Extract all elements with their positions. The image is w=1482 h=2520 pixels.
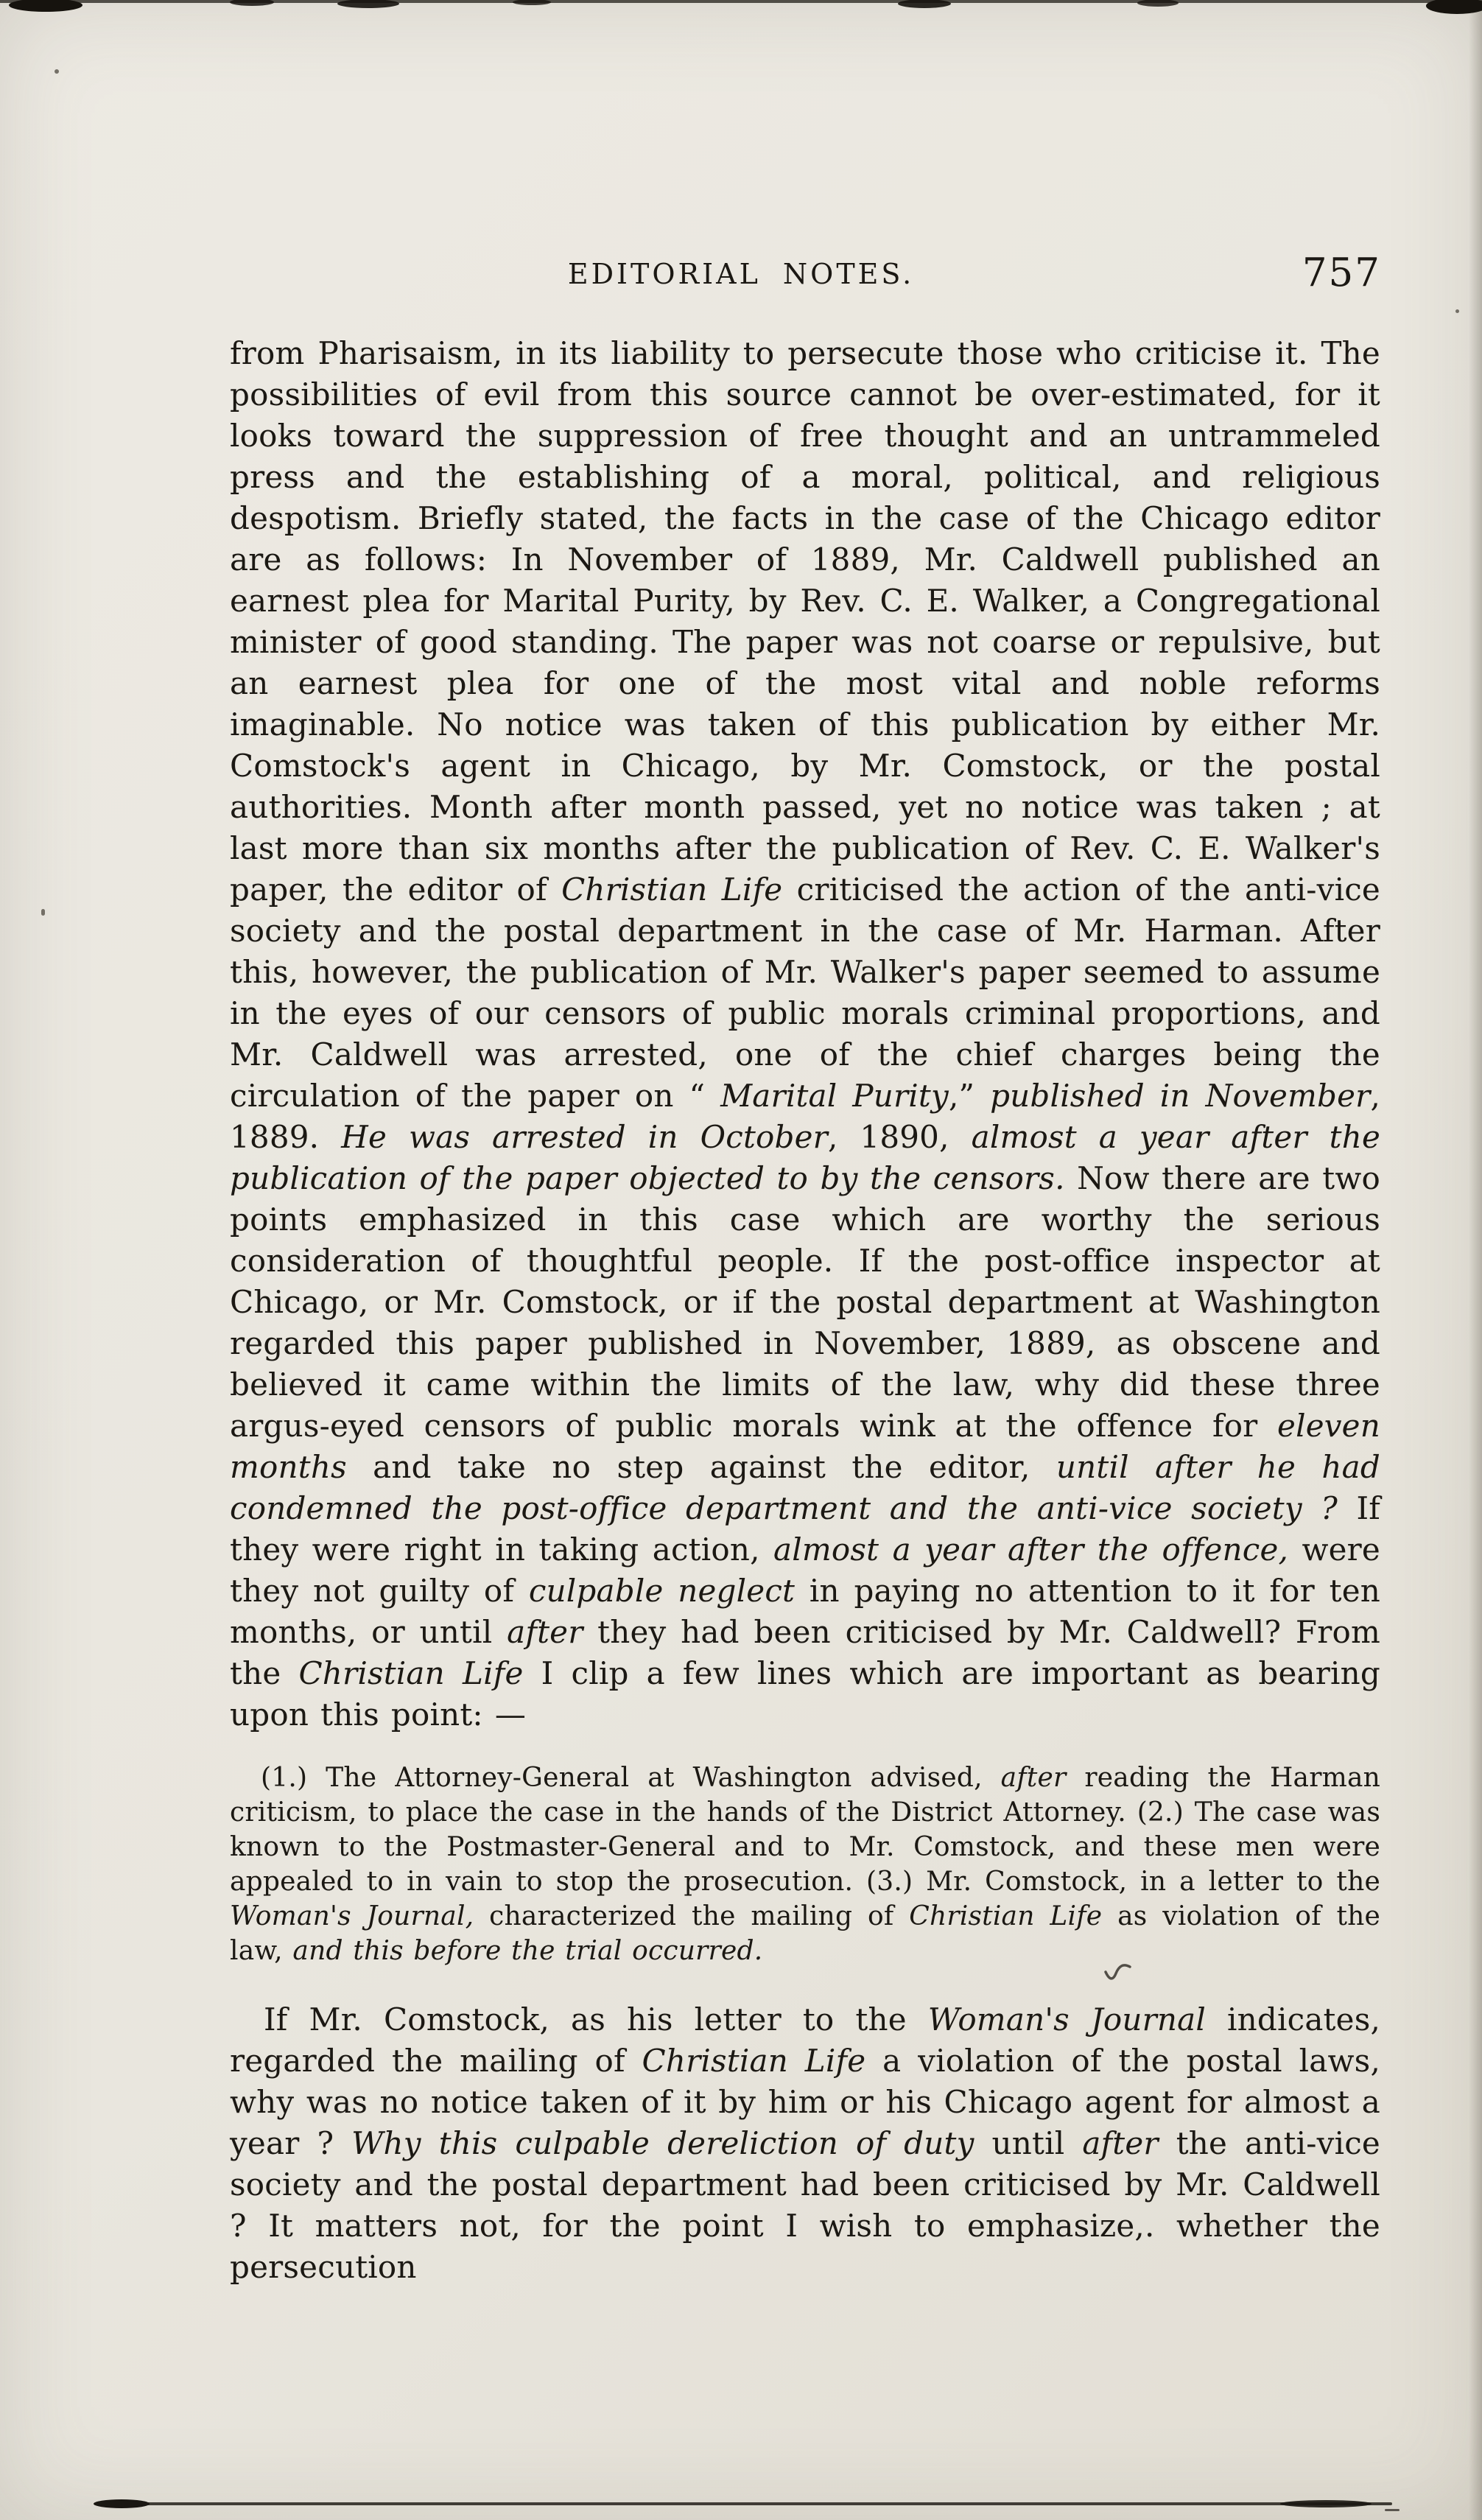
paragraph-main: from Pharisaism, in its liability to persecute those who criticise it. The possibilities of evil from this source cannot be over-estimated, for it looks toward the suppression of free thought and an untrammeled press and the establishing of a moral, political, and religious despotism. Briefly stated, the facts in the case of the Chicago editor are as follows: In November of 1889, Mr. Caldwell published an earnest plea for Marital Purity, by Rev. C. E. Walker, a Congregational minister of good standing. The paper was not coarse or repulsive, but an earnest plea for one of the most vital and noble reforms imaginable. No notice was taken of this publication by either Mr. Comstock's agent in Chicago, by Mr. Comstock, or the postal authorities. Month after month passed, yet no notice was taken ; at last more than six months after the publication of Rev. C. E. Walker's paper, the editor of Christian Life criticised the action of the anti-vice society and the postal department in the case of Mr. Harman. After this, however, the publication of Mr. Walker's paper seemed to assume in the eyes of our censors of public morals criminal proportions, and Mr. Caldwell was arrested, one of the chief charges being the circulation of the paper on “ Marital Purity,” published in November, 1889. He was arrested in October, 1890, almost a year after the publication of the paper objected to by the censors. Now there are two points emphasized in this case which are worthy the serious consideration of thoughtful people. If the post-office inspector at Chicago, or Mr. Comstock, or if the postal department at Washington regarded this paper published in November, 1889, as obscene and believed it came within the limits of the law, why did these three argus-eyed censors of public morals wink at the offence for eleven months and take no step against the editor, until after he had condemned the post-office department and the anti-vice society ? If they were right in taking action, almost a year after the offence, were they not guilty of culpable neglect in paying no attention to it for ten months, or until after they had been criticised by Mr. Caldwell? From the Christian Life I clip a few lines which are important as bearing upon this point: — (230, 335, 1381, 1733)
page-number: 757 (1302, 250, 1381, 295)
running-title: EDITORIAL NOTES. (567, 258, 915, 290)
scan-speck (1455, 309, 1459, 313)
block-quote-extract: (1.) The Attorney-General at Washington advised, after reading the Harman criticism, to place the case in the hands of the District Attorney. (2.) The case was known to the Postmaster-General and to Mr. Comstock, and these men were appealed to in vain to stop the prosecution. (3.) Mr. Comstock, in a letter to the Woman's Journal, characterized the mailing of Christian Life as violation of the law, and this before the trial occurred. (230, 1763, 1380, 1966)
scan-artifact-bottom-edge (0, 2497, 1482, 2518)
scan-speck (41, 909, 45, 916)
scan-artifact-top-edge (0, 0, 1482, 18)
paragraph-closing: If Mr. Comstock, as his letter to the Woman's Journal indicates, regarded the mailing of Christian Life a violation of the postal laws, why was no notice taken of it by him or his Chicago agent for almost a year ? Why this culpable dereliction of duty until after the anti-vice society and the postal department had been criticised by Mr. Caldwell ? It matters not, for the point I wish to emphasize,. whether the persecution (230, 2001, 1381, 2285)
page-header (0, 250, 1482, 302)
scan-speck (55, 69, 59, 74)
text-block (230, 333, 1380, 2288)
